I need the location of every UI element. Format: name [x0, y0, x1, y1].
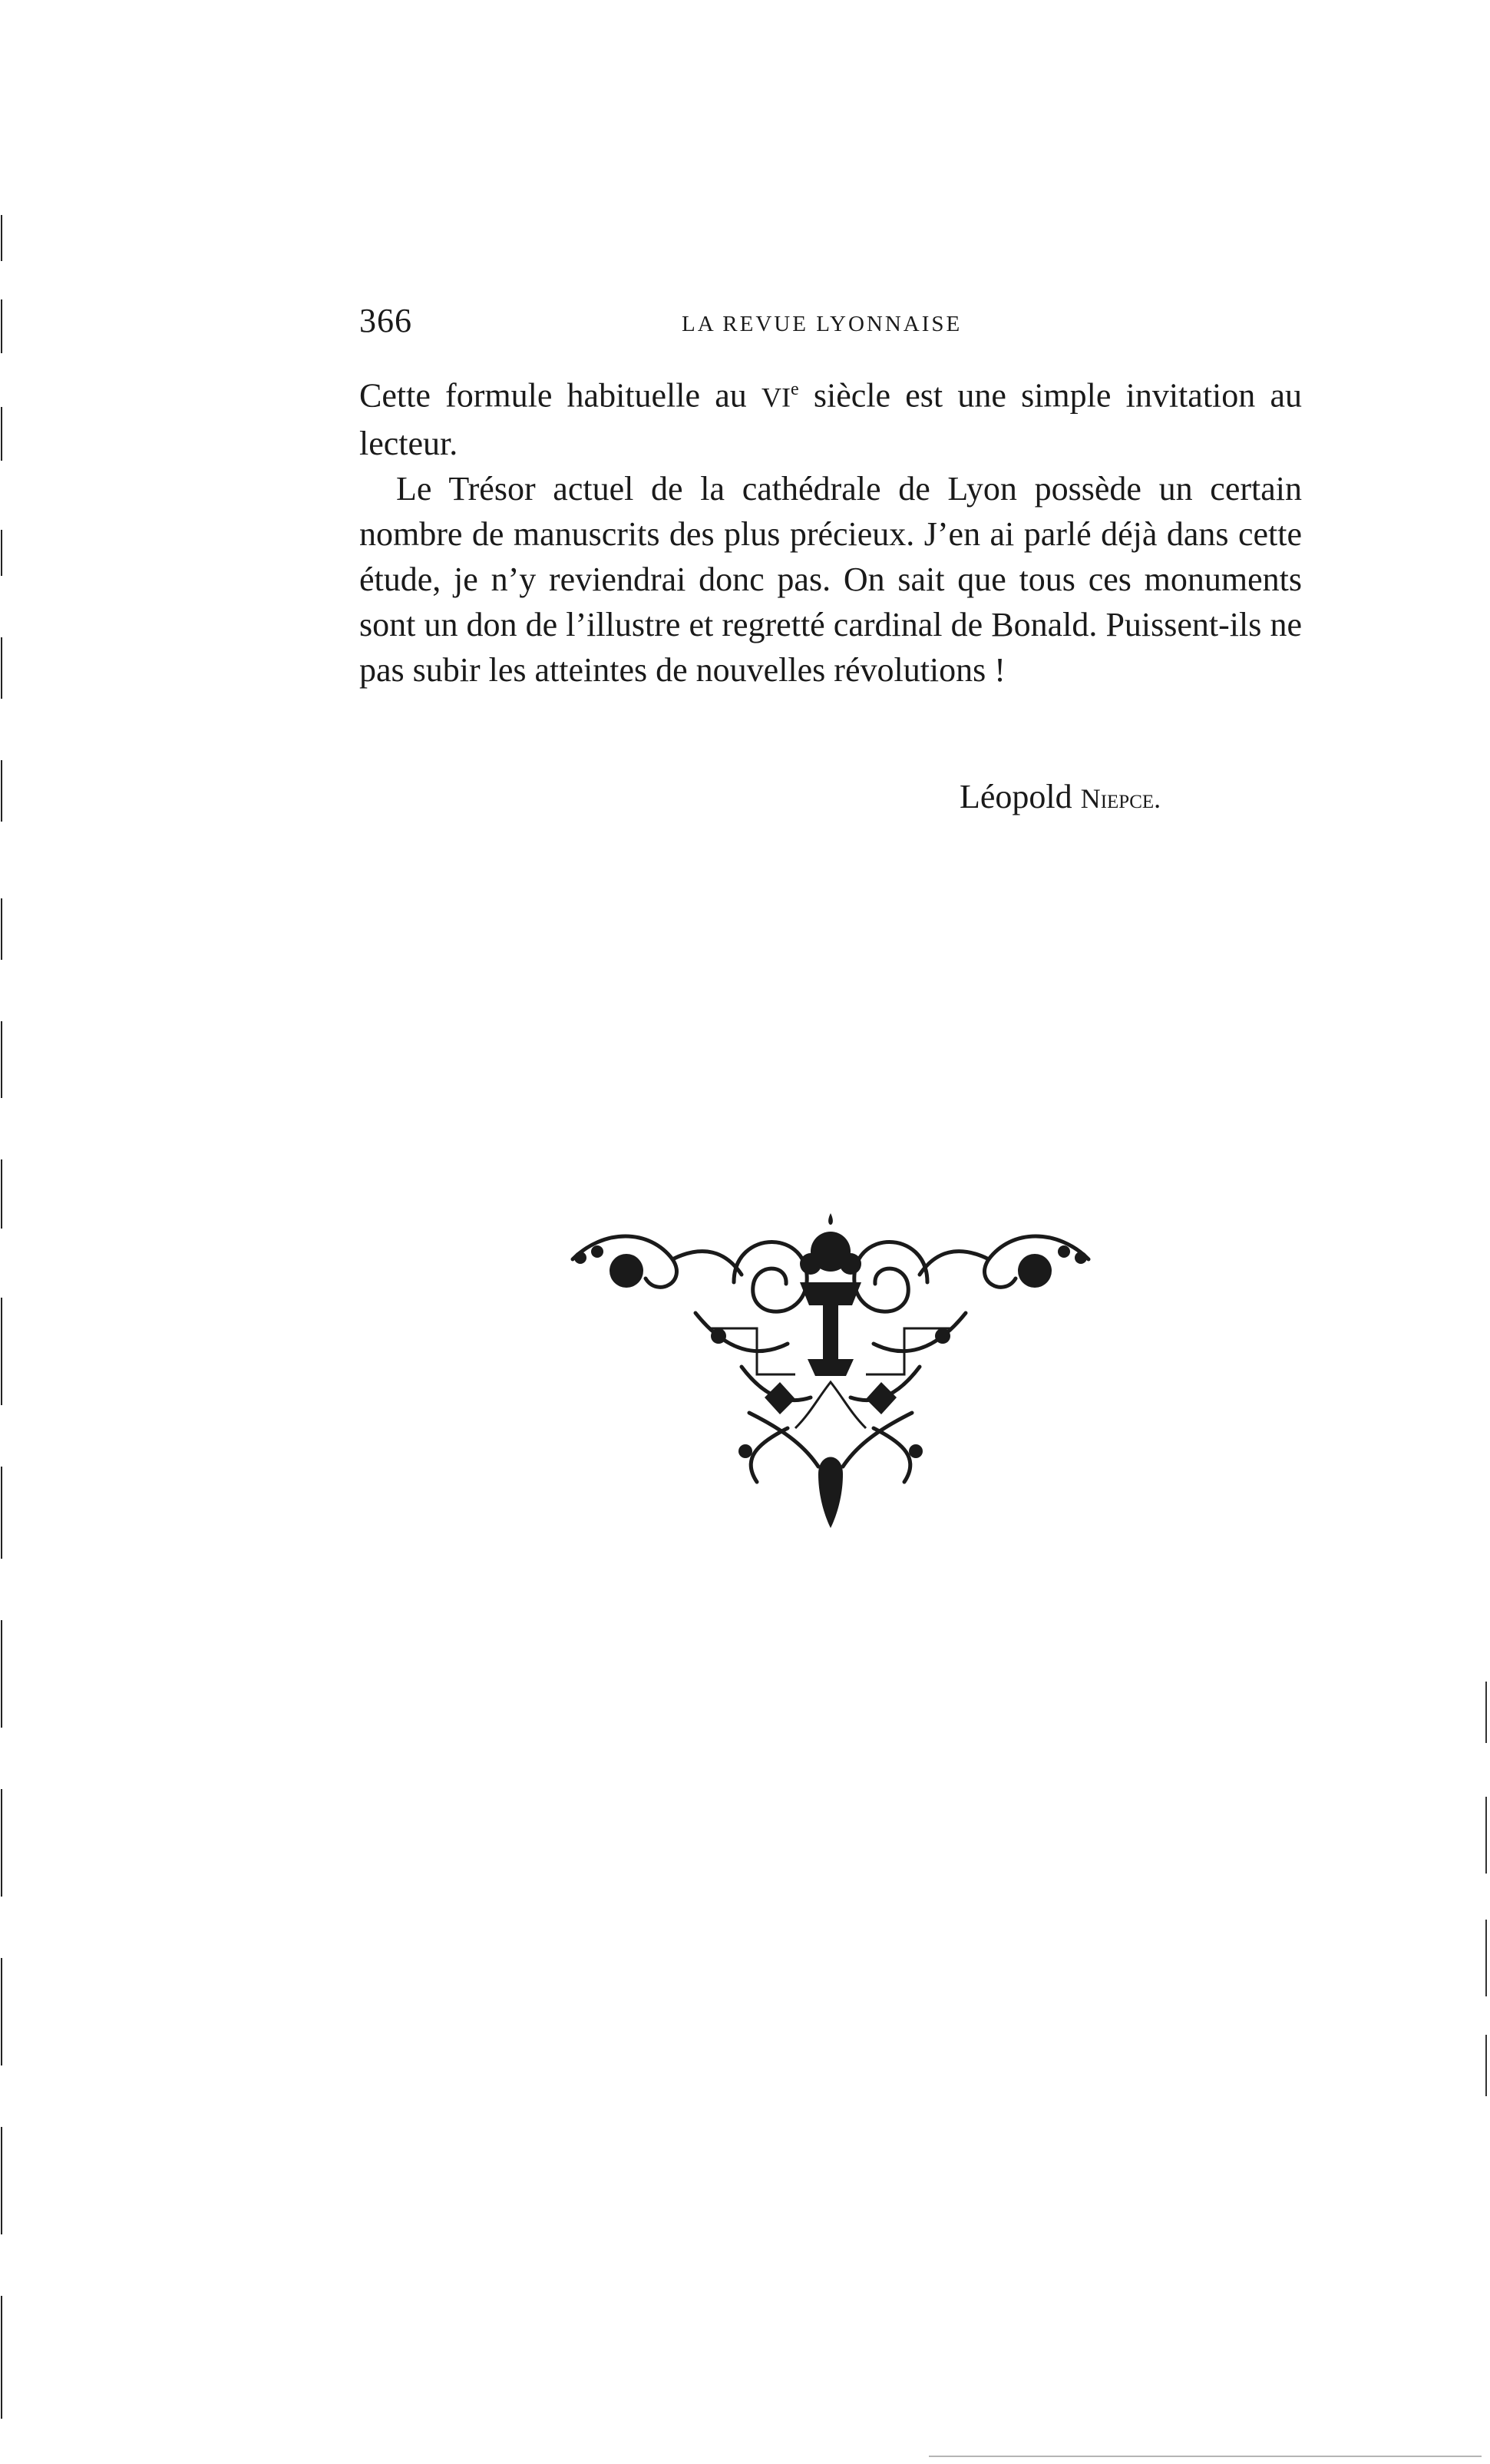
century-superscript: e	[791, 379, 799, 399]
tailpiece-vignette-icon	[557, 1198, 1104, 1536]
journal-title: LA REVUE LYONNAISE	[682, 312, 963, 336]
paragraph-2: Le Trésor actuel de la cathédrale de Lyon possède un certain nombre de manuscrits des plus précieux. J’en ai parlé déjà dans cette étude, je n’y reviendrai donc pas. On sait que tous ces monuments sont un don de l’illustre et regretté cardinal de Bonald. Puissent-ils ne pas subir les atteintes de nouvelles révolutions !	[359, 469, 1302, 689]
author-first-name: Léopold	[960, 778, 1072, 815]
page-number: 366	[359, 302, 412, 339]
author-last-name: Niepce.	[1080, 783, 1161, 814]
article-body	[359, 367, 1302, 693]
paragraph-1	[359, 367, 1302, 466]
page-edge-shadow-left	[0, 207, 5, 2434]
century-numeral: VI	[761, 382, 791, 413]
paragraph-1-text-start: Cette formule habituelle au	[359, 376, 762, 415]
bottom-edge-line	[929, 2456, 1482, 2457]
paragraph-1-text-end: siècle est une simple invitation au lecteur.	[359, 376, 1302, 462]
running-header	[359, 301, 1303, 347]
page-edge-shadow-right	[1484, 1674, 1488, 2104]
author-signature	[960, 777, 1161, 816]
